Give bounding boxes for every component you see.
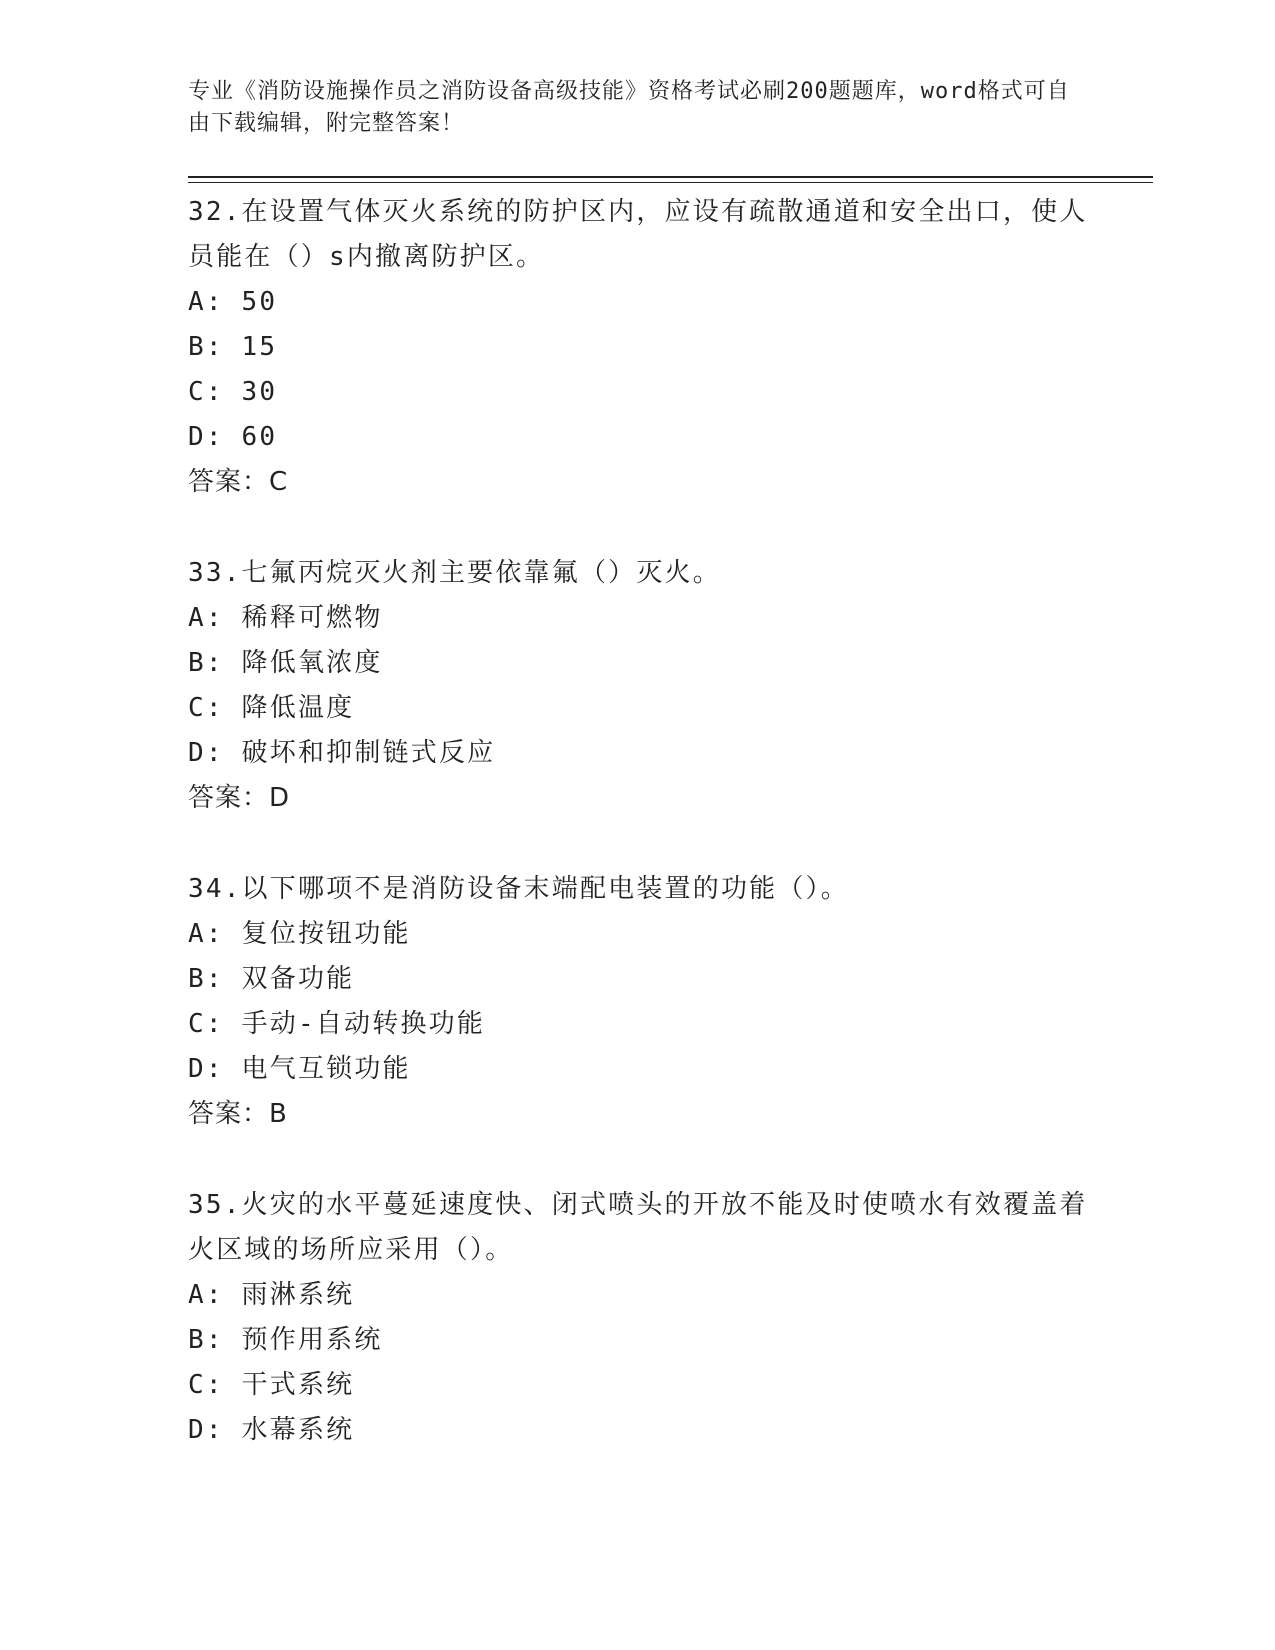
answer: 答案：B <box>188 1099 288 1129</box>
option-c: C: 30 <box>188 377 278 407</box>
question-spacer <box>188 1136 1088 1183</box>
option-a: A: 稀释可燃物 <box>188 603 383 633</box>
question-stem: 35.火灾的水平蔓延速度快、闭式喷头的开放不能及时使喷水有效覆盖着火区域的场所应采用（）。 <box>188 1190 1088 1265</box>
option-b: B: 15 <box>188 332 278 362</box>
header-divider-thick <box>188 176 1153 178</box>
option-d: D: 电气互锁功能 <box>188 1054 411 1084</box>
question-stem: 34.以下哪项不是消防设备末端配电装置的功能（）。 <box>188 874 849 904</box>
question-stem: 32.在设置气体灭火系统的防护区内，应设有疏散通道和安全出口，使人员能在（）s内撤离防护区。 <box>188 197 1088 272</box>
option-d: D: 水幕系统 <box>188 1415 355 1445</box>
option-d: D: 破坏和抑制链式反应 <box>188 738 496 768</box>
question-spacer <box>188 820 1088 867</box>
option-d: D: 60 <box>188 422 278 452</box>
option-b: B: 双备功能 <box>188 964 355 994</box>
option-b: B: 预作用系统 <box>188 1325 383 1355</box>
question-spacer <box>188 504 1088 551</box>
question-35 <box>188 1183 1088 1453</box>
answer: 答案：D <box>188 783 291 813</box>
option-c: C: 手动-自动转换功能 <box>188 1009 486 1039</box>
answer: 答案：C <box>188 467 289 497</box>
option-b: B: 降低氧浓度 <box>188 648 383 678</box>
question-33 <box>188 551 1088 820</box>
question-34 <box>188 867 1088 1136</box>
header-divider-thin <box>188 182 1153 183</box>
document-header: 专业《消防设施操作员之消防设备高级技能》资格考试必刷200题题库，word格式可自由下载编辑，附完整答案！ <box>188 79 1070 136</box>
option-a: A: 复位按钮功能 <box>188 919 411 949</box>
option-a: A: 50 <box>188 287 278 317</box>
question-list <box>188 190 1088 1453</box>
option-c: C: 干式系统 <box>188 1370 355 1400</box>
question-stem: 33.七氟丙烷灭火剂主要依靠氟（）灭火。 <box>188 558 721 588</box>
question-32 <box>188 190 1088 504</box>
option-c: C: 降低温度 <box>188 693 355 723</box>
option-a: A: 雨淋系统 <box>188 1280 355 1310</box>
